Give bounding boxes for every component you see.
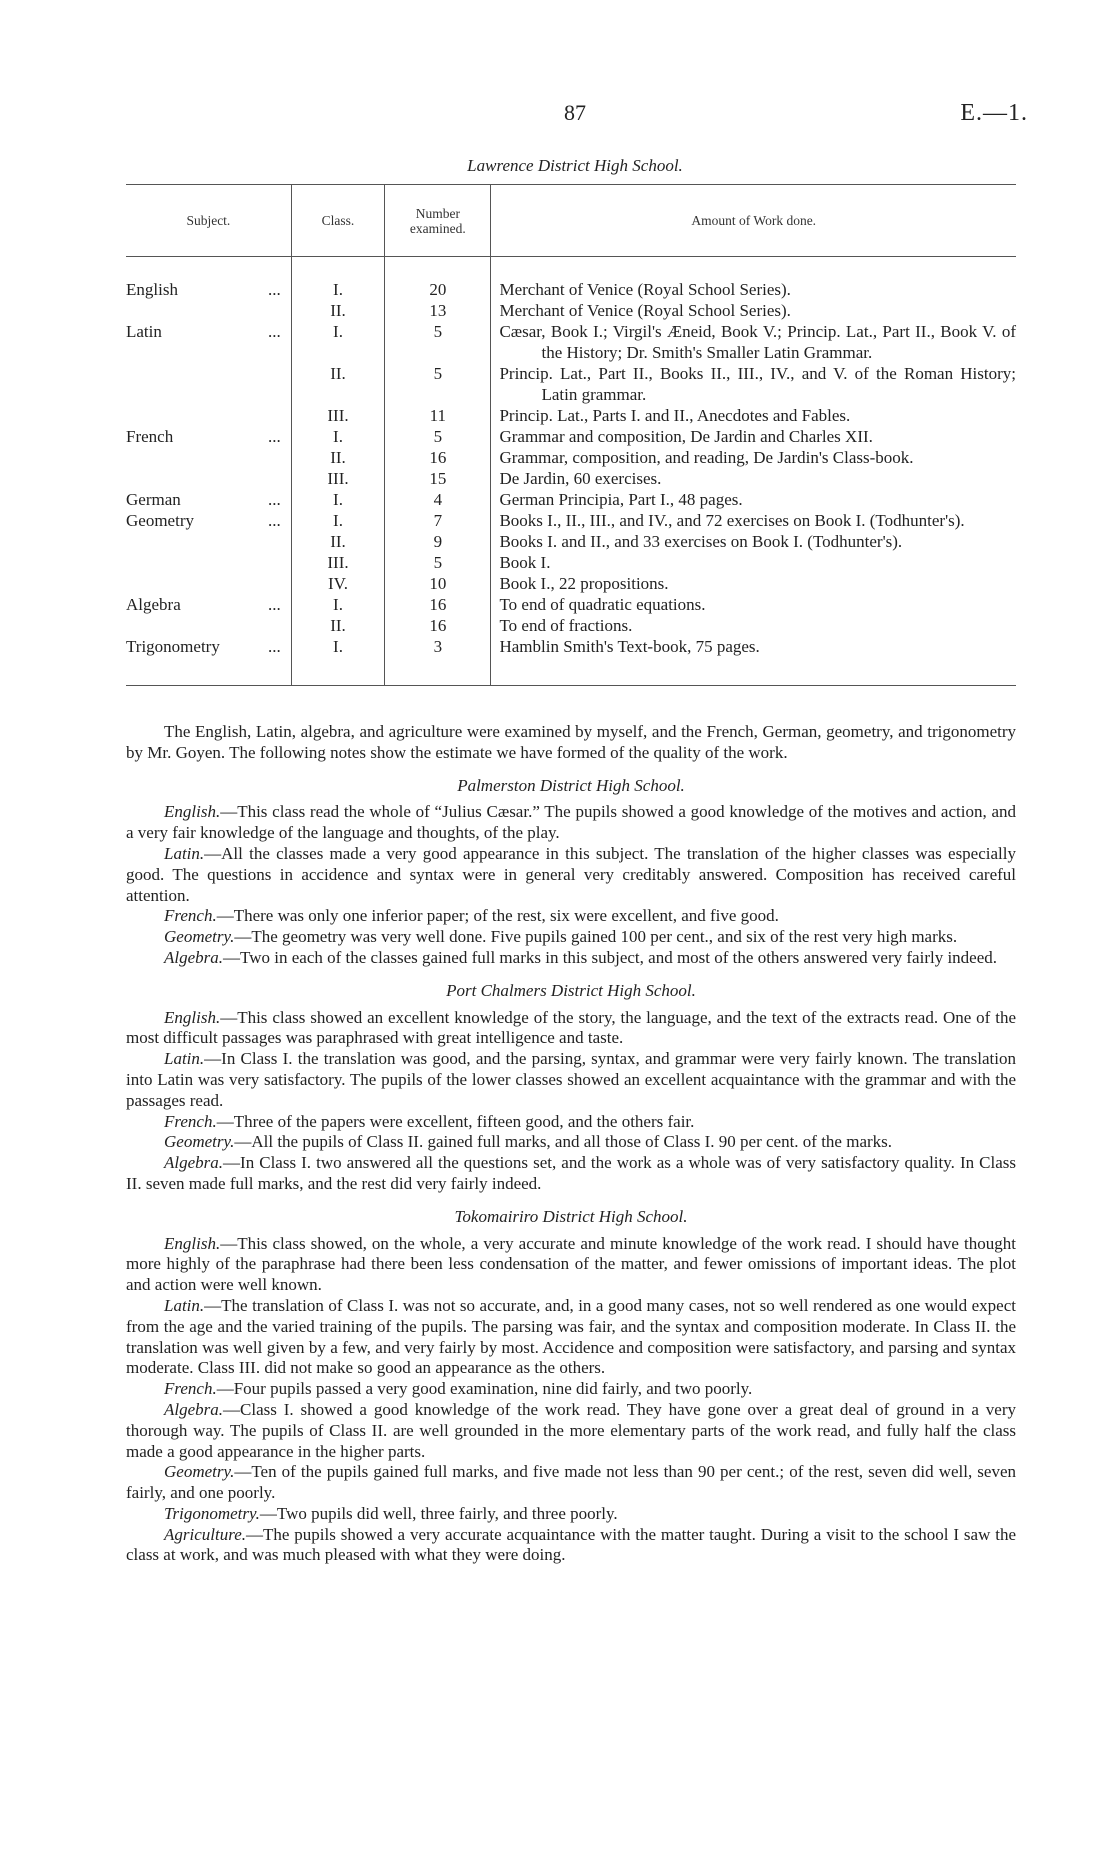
row-work-done <box>491 468 1016 489</box>
work-description: To end of quadratic equations. <box>499 595 706 614</box>
row-work-done <box>491 594 1016 615</box>
row-work-done <box>491 531 1016 552</box>
row-work-done <box>491 489 1016 510</box>
header-subject: Subject. <box>186 213 231 228</box>
paragraph-text: —This class showed, on the whole, a very accurate and minute knowledge of the work read. I should have thought more highly of the paraphrase had there been less condensation of the matter, and fewer omissions of important ideas. The plot and action were well known. <box>126 1233 1016 1295</box>
row-class: I. <box>291 489 385 510</box>
row-work-done <box>491 636 1016 685</box>
table-row <box>126 447 1016 468</box>
report-paragraph <box>126 802 1016 844</box>
paragraph-text: —Four pupils passed a very good examination, nine did fairly, and two poorly. <box>216 1379 753 1399</box>
table-row <box>126 552 1016 573</box>
row-work-done <box>491 321 1016 363</box>
row-work-done <box>491 257 1016 301</box>
row-subject <box>126 573 291 594</box>
paragraph-subject: English. <box>164 1233 221 1253</box>
paragraph-subject: Trigonometry. <box>164 1503 260 1523</box>
report-paragraph <box>126 1008 1016 1050</box>
report-body <box>126 722 1016 1566</box>
work-description: Grammar, composition, and reading, De Jardin's Class-book. <box>499 448 914 467</box>
report-paragraph <box>126 1112 1016 1133</box>
row-class: I. <box>291 257 385 301</box>
row-number-examined: 9 <box>385 531 491 552</box>
table-row <box>126 489 1016 510</box>
report-paragraph <box>126 844 1016 906</box>
table-row <box>126 636 1016 685</box>
report-paragraph <box>126 906 1016 927</box>
subject-leader-dots: ... <box>268 637 281 656</box>
work-table <box>126 184 1016 685</box>
paragraph-subject: Geometry. <box>164 927 235 947</box>
work-description: Hamblin Smith's Text-book, 75 pages. <box>499 637 760 656</box>
work-description: Books I., II., III., and IV., and 72 exercises on Book I. (Todhunter's). <box>499 511 965 530</box>
subject-leader-dots: ... <box>268 322 281 341</box>
row-class: III. <box>291 405 385 426</box>
table-row <box>126 615 1016 636</box>
row-class: I. <box>291 594 385 615</box>
paragraph-subject: Geometry. <box>164 1132 235 1152</box>
table-row <box>126 321 1016 363</box>
row-class: I. <box>291 426 385 447</box>
work-description: To end of fractions. <box>499 616 633 635</box>
row-work-done <box>491 615 1016 636</box>
paragraph-subject: English. <box>164 1007 221 1027</box>
paragraph-subject: French. <box>164 906 217 926</box>
table-body <box>126 257 1016 686</box>
row-subject <box>126 615 291 636</box>
section-title: Tokomairiro District High School. <box>454 1206 688 1226</box>
paragraph-subject: Latin. <box>164 1049 205 1069</box>
paragraph-text: —Two pupils did well, three fairly, and three poorly. <box>259 1503 618 1523</box>
row-class: II. <box>291 300 385 321</box>
row-subject <box>126 636 291 685</box>
paragraph-text: —The geometry was very well done. Five pupils gained 100 per cent., and six of the rest very high marks. <box>234 927 958 947</box>
row-class: II. <box>291 615 385 636</box>
table-row <box>126 573 1016 594</box>
row-class: III. <box>291 468 385 489</box>
row-work-done <box>491 426 1016 447</box>
report-paragraph <box>126 927 1016 948</box>
paragraph-text: —All the pupils of Class II. gained full marks, and all those of Class I. 90 per cent. of the marks. <box>234 1132 893 1152</box>
paragraph-subject: English. <box>164 802 221 822</box>
row-subject <box>126 363 291 405</box>
paragraph-subject: Latin. <box>164 843 205 863</box>
row-number-examined: 15 <box>385 468 491 489</box>
report-paragraph <box>126 1049 1016 1111</box>
row-number-examined: 5 <box>385 552 491 573</box>
report-paragraph <box>126 948 1016 969</box>
report-paragraph <box>126 1296 1016 1379</box>
row-subject <box>126 594 291 615</box>
table-row <box>126 363 1016 405</box>
paragraph-text: —Three of the papers were excellent, fifteen good, and the others fair. <box>216 1111 695 1131</box>
row-work-done <box>491 510 1016 531</box>
row-subject <box>126 510 291 531</box>
row-work-done <box>491 447 1016 468</box>
row-subject <box>126 321 291 363</box>
row-subject <box>126 531 291 552</box>
subject-leader-dots: ... <box>268 280 281 299</box>
subject-leader-dots: ... <box>268 490 281 509</box>
paragraph-text: —Class I. showed a good knowledge of the work read. They have gone over a great deal of ground in a very thorough way. The pupils of Class II. are well grounded in the more elementary parts of the work read, and fully half the class made a good appearance in the higher parts. <box>126 1399 1016 1461</box>
row-subject <box>126 552 291 573</box>
work-description: Merchant of Venice (Royal School Series). <box>499 301 791 320</box>
subject-name: Trigonometry <box>126 637 220 656</box>
paragraph-text: —This class read the whole of “Julius Cæsar.” The pupils showed a good knowledge of the motives and action, and a very fair knowledge of the language and thoughts, of the play. <box>126 802 1016 843</box>
report-paragraph <box>126 1132 1016 1153</box>
row-number-examined: 16 <box>385 594 491 615</box>
intro-paragraph: The English, Latin, algebra, and agriculture were examined by myself, and the French, German, geometry, and trigonometry by Mr. Goyen. The following notes show the estimate we have formed of the quality of the work. <box>126 722 1016 762</box>
paragraph-text: —This class showed an excellent knowledge of the story, the language, and the text of the extracts read. One of the most difficult passages was paraphrased with great intelligence and taste. <box>126 1007 1016 1048</box>
table-title: Lawrence District High School. <box>467 156 683 175</box>
row-number-examined: 3 <box>385 636 491 685</box>
work-description: Grammar and composition, De Jardin and Charles XII. <box>499 427 873 446</box>
paragraph-text: —Two in each of the classes gained full marks in this subject, and most of the others answered very fairly indeed. <box>223 947 998 967</box>
row-work-done <box>491 300 1016 321</box>
row-class: II. <box>291 447 385 468</box>
paragraph-text: —There was only one inferior paper; of the rest, six were excellent, and five good. <box>216 906 779 926</box>
row-subject <box>126 426 291 447</box>
page-number: 87 <box>564 100 586 125</box>
header-number-examined: Number examined. <box>385 185 491 257</box>
subject-leader-dots: ... <box>268 427 281 446</box>
row-class: II. <box>291 531 385 552</box>
row-subject <box>126 468 291 489</box>
report-paragraph <box>126 1504 1016 1525</box>
row-work-done <box>491 552 1016 573</box>
subject-name: Latin <box>126 322 162 341</box>
work-description: Princip. Lat., Part II., Books II., III., IV., and V. of the Roman History; Latin grammar. <box>499 364 1016 404</box>
subject-name: Algebra <box>126 595 181 614</box>
paragraph-text: —All the classes made a very good appearance in this subject. The translation of the higher classes was especially good. The questions in accidence and syntax were in general very creditably answered. Composition has received careful attention. <box>126 843 1016 905</box>
row-class: II. <box>291 363 385 405</box>
document-code: E.—1. <box>960 100 1028 126</box>
paragraph-subject: Algebra. <box>164 1153 224 1173</box>
row-number-examined: 16 <box>385 615 491 636</box>
subject-leader-dots: ... <box>268 511 281 530</box>
row-number-examined: 10 <box>385 573 491 594</box>
subject-leader-dots: ... <box>268 595 281 614</box>
table-header-row <box>126 185 1016 257</box>
row-number-examined: 4 <box>385 489 491 510</box>
header-work-done: Amount of Work done. <box>491 185 1016 257</box>
subject-name: French <box>126 427 174 446</box>
work-description: Books I. and II., and 33 exercises on Book I. (Todhunter's). <box>499 532 903 551</box>
paragraph-subject: Agriculture. <box>164 1524 246 1544</box>
row-class: I. <box>291 510 385 531</box>
paragraph-text: —In Class I. the translation was good, and the parsing, syntax, and grammar were very fairly known. The translation into Latin was very satisfactory. The pupils of the lower classes showed an excellent acquaintance with the grammar and with the passages read. <box>126 1049 1016 1110</box>
paragraph-subject: French. <box>164 1111 217 1131</box>
report-paragraph <box>126 1379 1016 1400</box>
work-description: Book I., 22 propositions. <box>499 574 669 593</box>
row-number-examined: 11 <box>385 405 491 426</box>
report-paragraph <box>126 1525 1016 1567</box>
row-work-done <box>491 405 1016 426</box>
header-class: Class. <box>291 185 385 257</box>
report-paragraph <box>126 1153 1016 1195</box>
table-row <box>126 510 1016 531</box>
work-description: German Principia, Part I., 48 pages. <box>499 490 743 509</box>
work-table-container <box>126 184 1016 686</box>
row-number-examined: 13 <box>385 300 491 321</box>
table-row <box>126 300 1016 321</box>
work-description: De Jardin, 60 exercises. <box>499 469 662 488</box>
row-subject <box>126 447 291 468</box>
row-number-examined: 5 <box>385 321 491 363</box>
report-paragraph <box>126 1462 1016 1504</box>
row-subject <box>126 257 291 301</box>
row-subject <box>126 300 291 321</box>
row-work-done <box>491 363 1016 405</box>
work-description: Cæsar, Book I.; Virgil's Æneid, Book V.; Princip. Lat., Part II., Book V. of the History; Dr. Smith's Smaller Latin Grammar. <box>499 322 1016 362</box>
row-number-examined: 7 <box>385 510 491 531</box>
row-class: IV. <box>291 573 385 594</box>
subject-name: German <box>126 490 181 509</box>
section-title: Palmerston District High School. <box>457 775 685 795</box>
row-class: I. <box>291 321 385 363</box>
work-description: Princip. Lat., Parts I. and II., Anecdotes and Fables. <box>499 406 851 425</box>
row-number-examined: 5 <box>385 363 491 405</box>
row-work-done <box>491 573 1016 594</box>
table-row <box>126 594 1016 615</box>
table-row <box>126 426 1016 447</box>
work-description: Book I. <box>499 553 551 572</box>
row-class: III. <box>291 552 385 573</box>
subject-name: Geometry <box>126 511 194 530</box>
paragraph-text: —The pupils showed a very accurate acquaintance with the matter taught. During a visit to the school I saw the class at work, and was much pleased with what they were doing. <box>126 1524 1016 1565</box>
paragraph-subject: Geometry. <box>164 1462 235 1482</box>
row-subject <box>126 405 291 426</box>
table-row <box>126 257 1016 301</box>
paragraph-subject: Algebra. <box>164 947 224 967</box>
table-row <box>126 468 1016 489</box>
paragraph-text: —In Class I. two answered all the questions set, and the work as a whole was of very satisfactory quality. In Class II. seven made full marks, and the rest did very fairly indeed. <box>126 1153 1016 1193</box>
table-bottom-rule <box>126 685 1016 686</box>
work-description: Merchant of Venice (Royal School Series). <box>499 280 791 299</box>
section-title: Port Chalmers District High School. <box>446 980 696 1000</box>
paragraph-subject: Latin. <box>164 1295 205 1315</box>
paragraph-text: —Ten of the pupils gained full marks, and five made not less than 90 per cent.; of the rest, seven did well, seven fairly, and one poorly. <box>126 1462 1016 1503</box>
row-number-examined: 16 <box>385 447 491 468</box>
report-paragraph <box>126 1234 1016 1296</box>
paragraph-text: —The translation of Class I. was not so accurate, and, in a good many cases, not so well rendered as one would expect from the age and the varied training of the pupils. The parsing was fair, and the syntax and composition moderate. In Class II. the translation was well given by a few, and very fairly by most. Accidence and composition were satisfactory, and parsing and syntax moderate. Class III. did not make so good an appearance as the others. <box>126 1295 1016 1378</box>
table-row <box>126 531 1016 552</box>
row-class: I. <box>291 636 385 685</box>
paragraph-subject: Algebra. <box>164 1399 224 1419</box>
subject-name: English <box>126 280 178 299</box>
paragraph-subject: French. <box>164 1379 217 1399</box>
row-number-examined: 5 <box>385 426 491 447</box>
report-paragraph <box>126 1400 1016 1462</box>
row-subject <box>126 489 291 510</box>
table-row <box>126 405 1016 426</box>
row-number-examined: 20 <box>385 257 491 301</box>
